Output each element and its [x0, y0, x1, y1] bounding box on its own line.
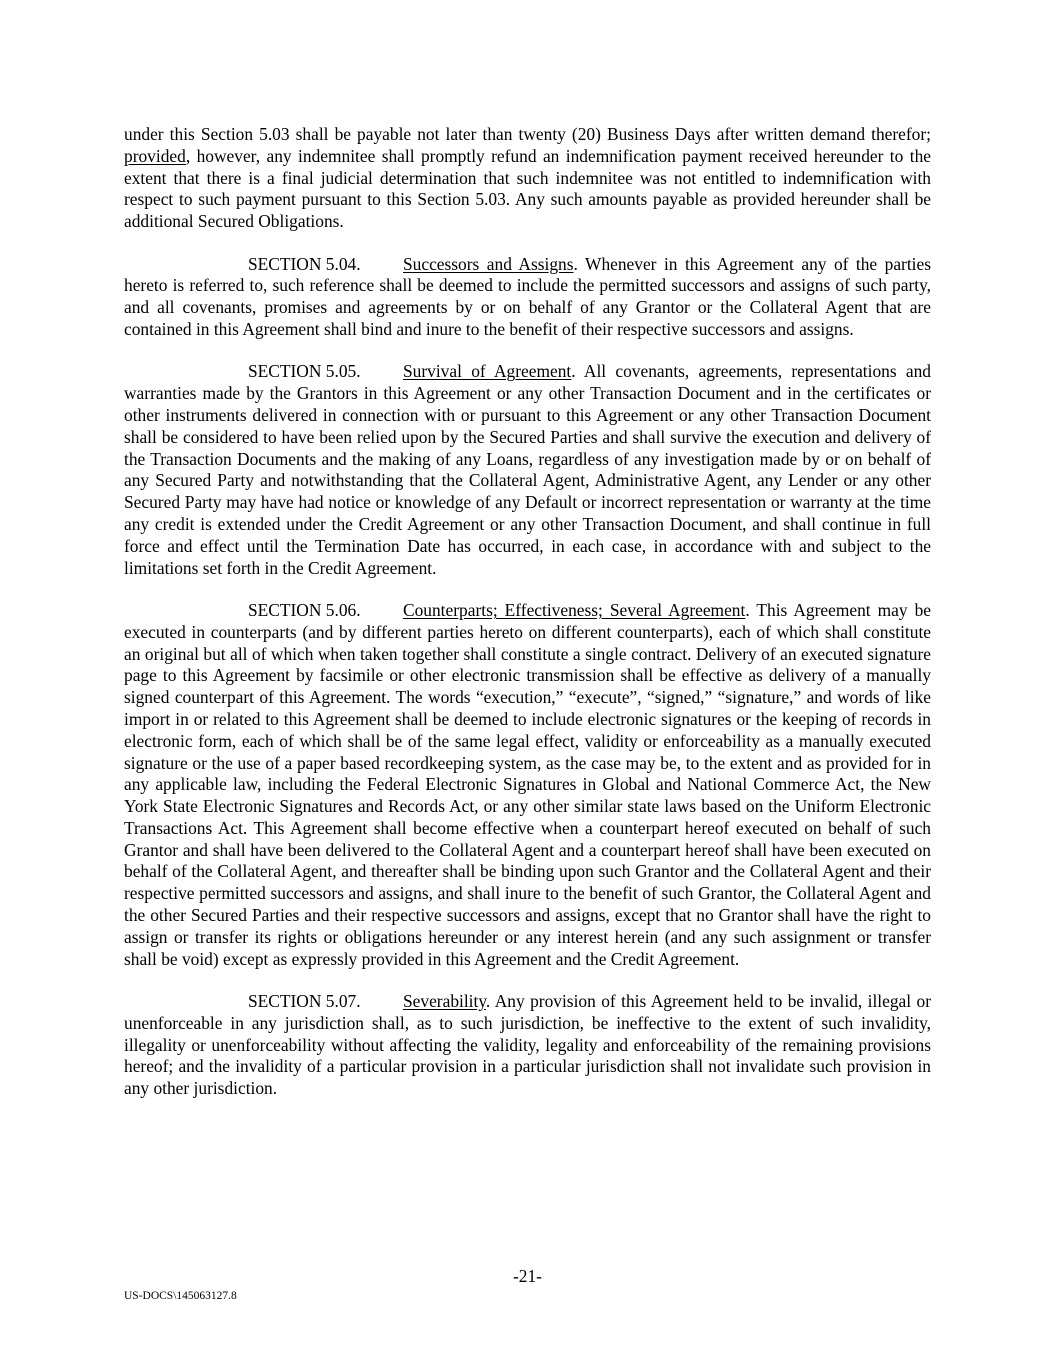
- section-title: Severability: [403, 991, 486, 1012]
- section-number: SECTION 5.05.: [248, 361, 361, 382]
- paragraph-text: under this Section 5.03 shall be payable not later than twenty (20) Business Days after written demand therefor;: [124, 124, 931, 144]
- section-title: Survival of Agreement: [403, 361, 572, 382]
- paragraph-section-5-04: [124, 254, 931, 341]
- section-title: Successors and Assigns: [403, 253, 574, 274]
- section-body: . This Agreement may be executed in counterparts (and by different parties hereto on different counterparts), each of which shall constitute an original but all of which when taken together shall constitute a single contract. Delivery of an executed signature page to this Agreement by facsimile or other electronic transmission shall be effective as delivery of a manually signed counterpart of this Agreement. The words “execution,” “execute”, “signed,” “signature,” and words of like import in or related to this Agreement shall be deemed to include electronic signatures or the keeping of records in electronic form, each of which shall be of the same legal effect, validity or enforceability as a manually executed signature or the use of a paper based recordkeeping system, as the case may be, to the extent and as provided for in any applicable law, including the Federal Electronic Signatures in Global and National Commerce Act, the New York State Electronic Signatures and Records Act, or any other similar state laws based on the Uniform Electronic Transactions Act. This Agreement shall become effective when a counterpart hereof executed on behalf of such Grantor and shall have been delivered to the Collateral Agent and a counterpart hereof shall have been executed on behalf of the Collateral Agent, and thereafter shall be binding upon such Grantor and the Collateral Agent and their respective permitted successors and assigns, and shall inure to the benefit of such Grantor, the Collateral Agent and the other Secured Parties and their respective successors and assigns, except that no Grantor shall have the right to assign or transfer its rights or obligations hereunder or any interest herein (and any such assignment or transfer shall be void) except as expressly provided in this Agreement and the Credit Agreement.: [124, 599, 931, 969]
- document-page: [124, 124, 931, 1121]
- section-body: . Whenever in this Agreement any of the parties hereto is referred to, such reference shall be deemed to include the permitted successors and assigns of such party, and all covenants, promises and agreements by or on behalf of any Grantor or the Collateral Agent that are contained in this Agreement shall bind and inure to the benefit of their respective successors and assigns.: [124, 253, 931, 339]
- provided-term: provided: [124, 145, 186, 166]
- paragraph-section-5-07: [124, 991, 931, 1100]
- section-body: . All covenants, agreements, representations and warranties made by the Grantors in this Agreement or any other Transaction Document and in the certificates or other instruments delivered in connection with or pursuant to this Agreement or any other Transaction Document shall be considered to have been relied upon by the Secured Parties and shall survive the execution and delivery of the Transaction Documents and the making of any Loans, regardless of any investigation made by or on behalf of any Secured Party and notwithstanding that the Collateral Agent, Administrative Agent, any Lender or any other Secured Party may have had notice or knowledge of any Default or incorrect representation or warranty at the time any credit is extended under the Credit Agreement or any other Transaction Document, and shall continue in full force and effect until the Termination Date has occurred, in each case, in accordance with and subject to the limitations set forth in the Credit Agreement.: [124, 361, 931, 578]
- section-body: . Any provision of this Agreement held to be invalid, illegal or unenforceable in any jurisdiction shall, as to such jurisdiction, be ineffective to the extent of such invalidity, illegality or unenforceability without affecting the validity, legality and enforceability of the remaining provisions hereof; and the invalidity of a particular provision in a particular jurisdiction shall not invalidate such provision in any other jurisdiction.: [124, 991, 931, 1099]
- section-number: SECTION 5.07.: [248, 991, 361, 1012]
- paragraph-text: , however, any indemnitee shall promptly refund an indemnification payment received hereunder to the extent that there is a final judicial determination that such indemnitee was not entitled to indemnification with respect to such payment pursuant to this Section 5.03. Any such amounts payable as provided hereunder shall be additional Secured Obligations.: [124, 145, 931, 232]
- section-number: SECTION 5.04.: [248, 253, 361, 274]
- document-id: US-DOCS\145063127.8: [124, 1290, 237, 1302]
- section-title: Counterparts; Effectiveness; Several Agreement: [403, 599, 746, 620]
- paragraph-section-5-06: [124, 600, 931, 971]
- paragraph-section-5-05: [124, 361, 931, 579]
- paragraph-section-5-03-continuation: [124, 124, 931, 233]
- section-number: SECTION 5.06.: [248, 599, 361, 620]
- page-number: -21-: [513, 1266, 542, 1286]
